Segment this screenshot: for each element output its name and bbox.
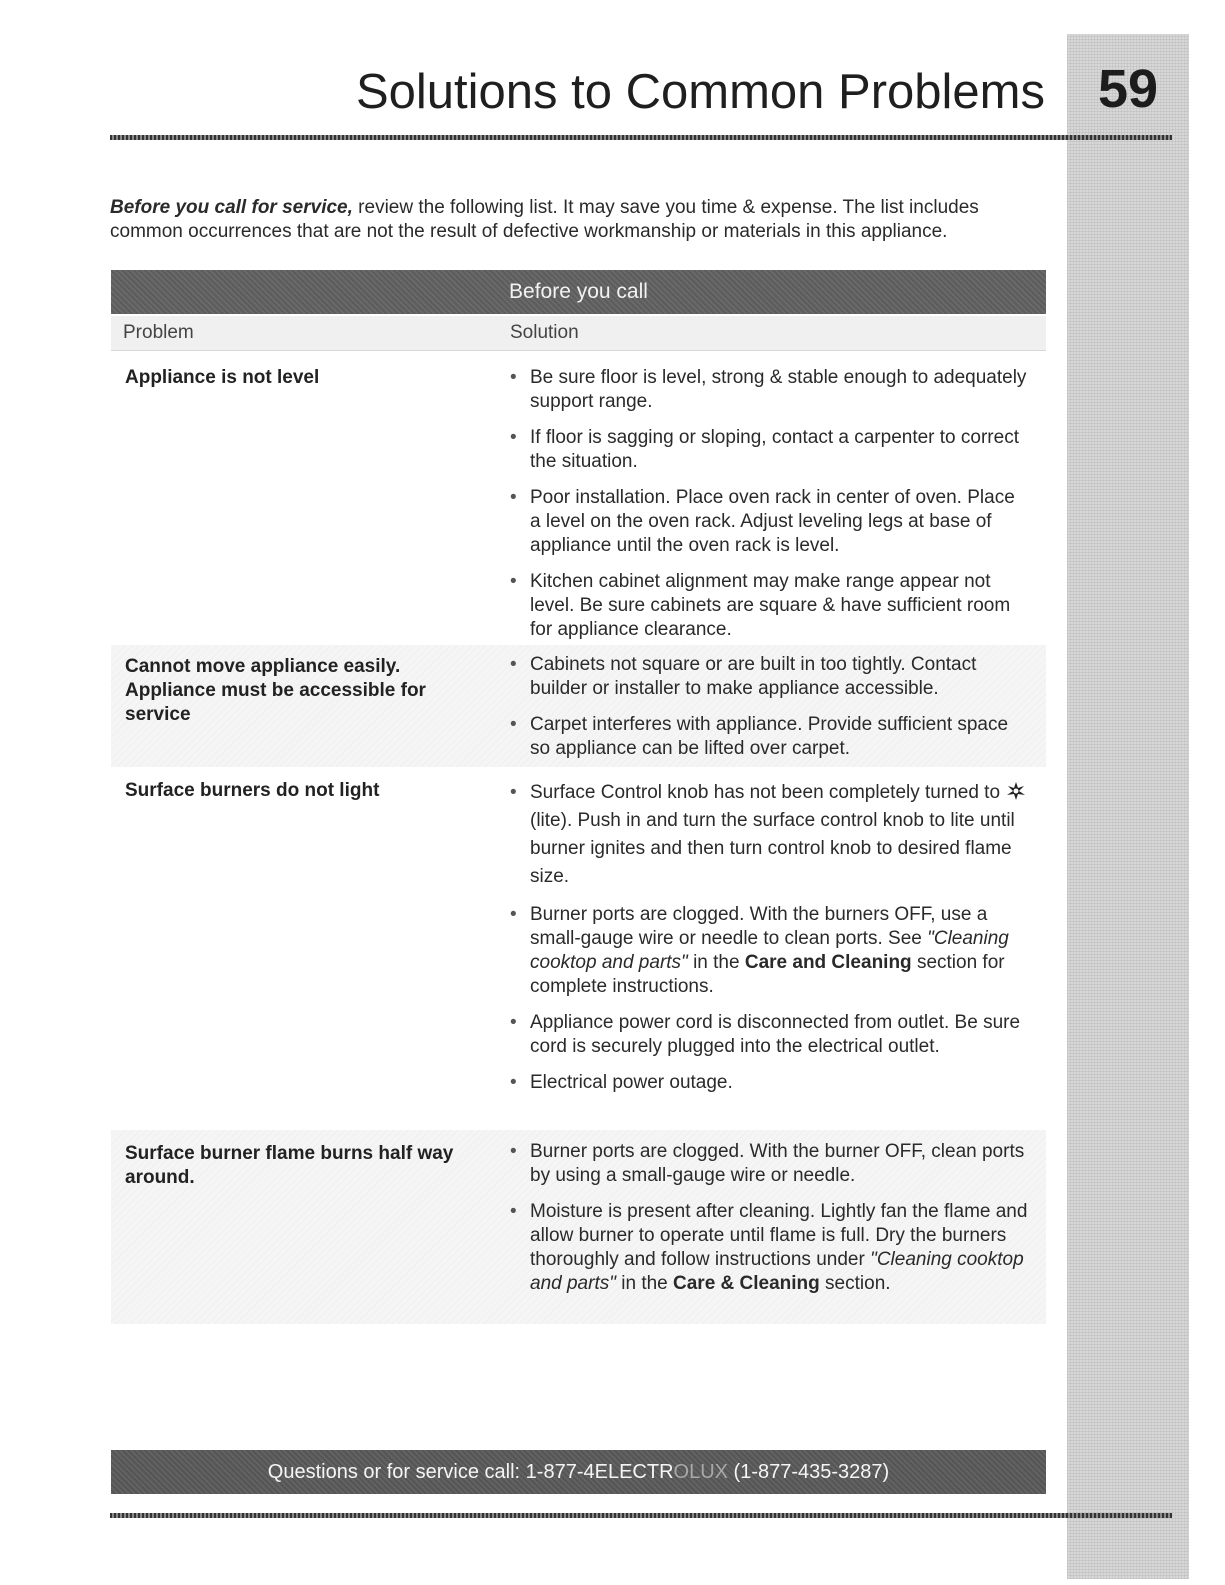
table-header-bar: Before you call (111, 270, 1046, 314)
solution-text: section for complete instructions. (530, 952, 1005, 997)
cross-reference: "Cleaning cooktop and parts" (530, 928, 1009, 973)
solution-text: Moisture is present after cleaning. Lightly fan the flame and allow burner to operate until flame is full. Dry the burners thoroughly and follow instructions under (530, 1201, 1028, 1270)
solution-item: • Appliance power cord is disconnected from outlet. Be sure cord is securely plugged into the electrical outlet. (510, 1011, 1030, 1059)
top-rule (110, 135, 1172, 140)
solution-item: • If floor is sagging or sloping, contact a carpenter to correct the situation. (510, 426, 1030, 474)
solution-item: • Cabinets not square or are built in too tightly. Contact builder or installer to make appliance accessible. (510, 653, 1030, 701)
intro-text: review the following list. It may save you time & expense. The list includes common occurrences that are not the result of defective workmanship or materials in this appliance. (110, 197, 979, 242)
solution-list (510, 653, 1030, 773)
solution-item: • Carpet interferes with appliance. Provide sufficient space so appliance can be lifted over carpet. (510, 713, 1030, 761)
service-footer-bar (111, 1450, 1046, 1494)
solution-text: section. (819, 1273, 891, 1294)
section-reference: Care and Cleaning (744, 952, 912, 973)
page-title: Solutions to Common Problems (355, 65, 1045, 119)
solution-item (510, 1200, 1030, 1296)
section-reference: Care & Cleaning (673, 1273, 820, 1294)
solution-item: • Electrical power outage. (510, 1071, 1030, 1095)
cross-reference: "Cleaning cooktop and parts" (530, 1249, 1024, 1294)
table-row (111, 645, 1046, 767)
problem-label: Surface burners do not light (125, 780, 380, 801)
solution-list (510, 366, 1030, 654)
solution-text: Burner ports are clogged. With the burners OFF, use a small-gauge wire or needle to clean ports. See (530, 904, 988, 949)
solution-item: • Be sure floor is level, strong & stable enough to adequately support range. (510, 366, 1030, 414)
lite-flame-icon (1005, 780, 1027, 802)
solution-text: Surface Control knob has not been completely turned to (530, 782, 1006, 803)
solution-list (510, 1140, 1030, 1308)
solution-item (510, 779, 1030, 891)
solution-item: • Kitchen cabinet alignment may make range appear not level. Be sure cabinets are square & have sufficient room for appliance clearance. (510, 570, 1030, 642)
solution-item: • Burner ports are clogged. With the burner OFF, clean ports by using a small-gauge wire or needle. (510, 1140, 1030, 1188)
table-row (111, 366, 1046, 641)
column-header-row (111, 316, 1046, 351)
intro-paragraph (110, 196, 1055, 244)
footer-brand-fade: OLUX (673, 1461, 728, 1483)
solution-text: (lite). Push in and turn the surface control knob to lite until burner ignites and then turn control knob to desired flame size. (530, 810, 1015, 887)
table-row (111, 1130, 1046, 1324)
column-header-problem: Problem (123, 322, 194, 343)
problem-label: Appliance is not level (125, 367, 320, 388)
solution-text: in the (615, 1273, 674, 1294)
table-row (111, 779, 1046, 1119)
solution-item (510, 903, 1030, 999)
footer-phone: (1-877-435-3287) (727, 1461, 890, 1483)
page-number: 59 (1097, 59, 1159, 119)
intro-lead: Before you call for service, (110, 197, 353, 218)
solution-text: in the (687, 952, 745, 973)
solution-list (510, 779, 1030, 1107)
problem-label: Cannot move appliance easily. Appliance must be accessible for service (125, 656, 426, 725)
solution-item: • Poor installation. Place oven rack in center of oven. Place a level on the oven rack. Adjust leveling legs at base of appliance until the oven rack is level. (510, 486, 1030, 558)
side-tab-strip (1067, 34, 1189, 1579)
bottom-rule (110, 1513, 1172, 1518)
footer-text: Questions or for service call: 1-877-4ELECTR (267, 1461, 674, 1483)
column-header-solution: Solution (510, 322, 579, 343)
problem-label: Surface burner flame burns half way around. (125, 1143, 454, 1188)
